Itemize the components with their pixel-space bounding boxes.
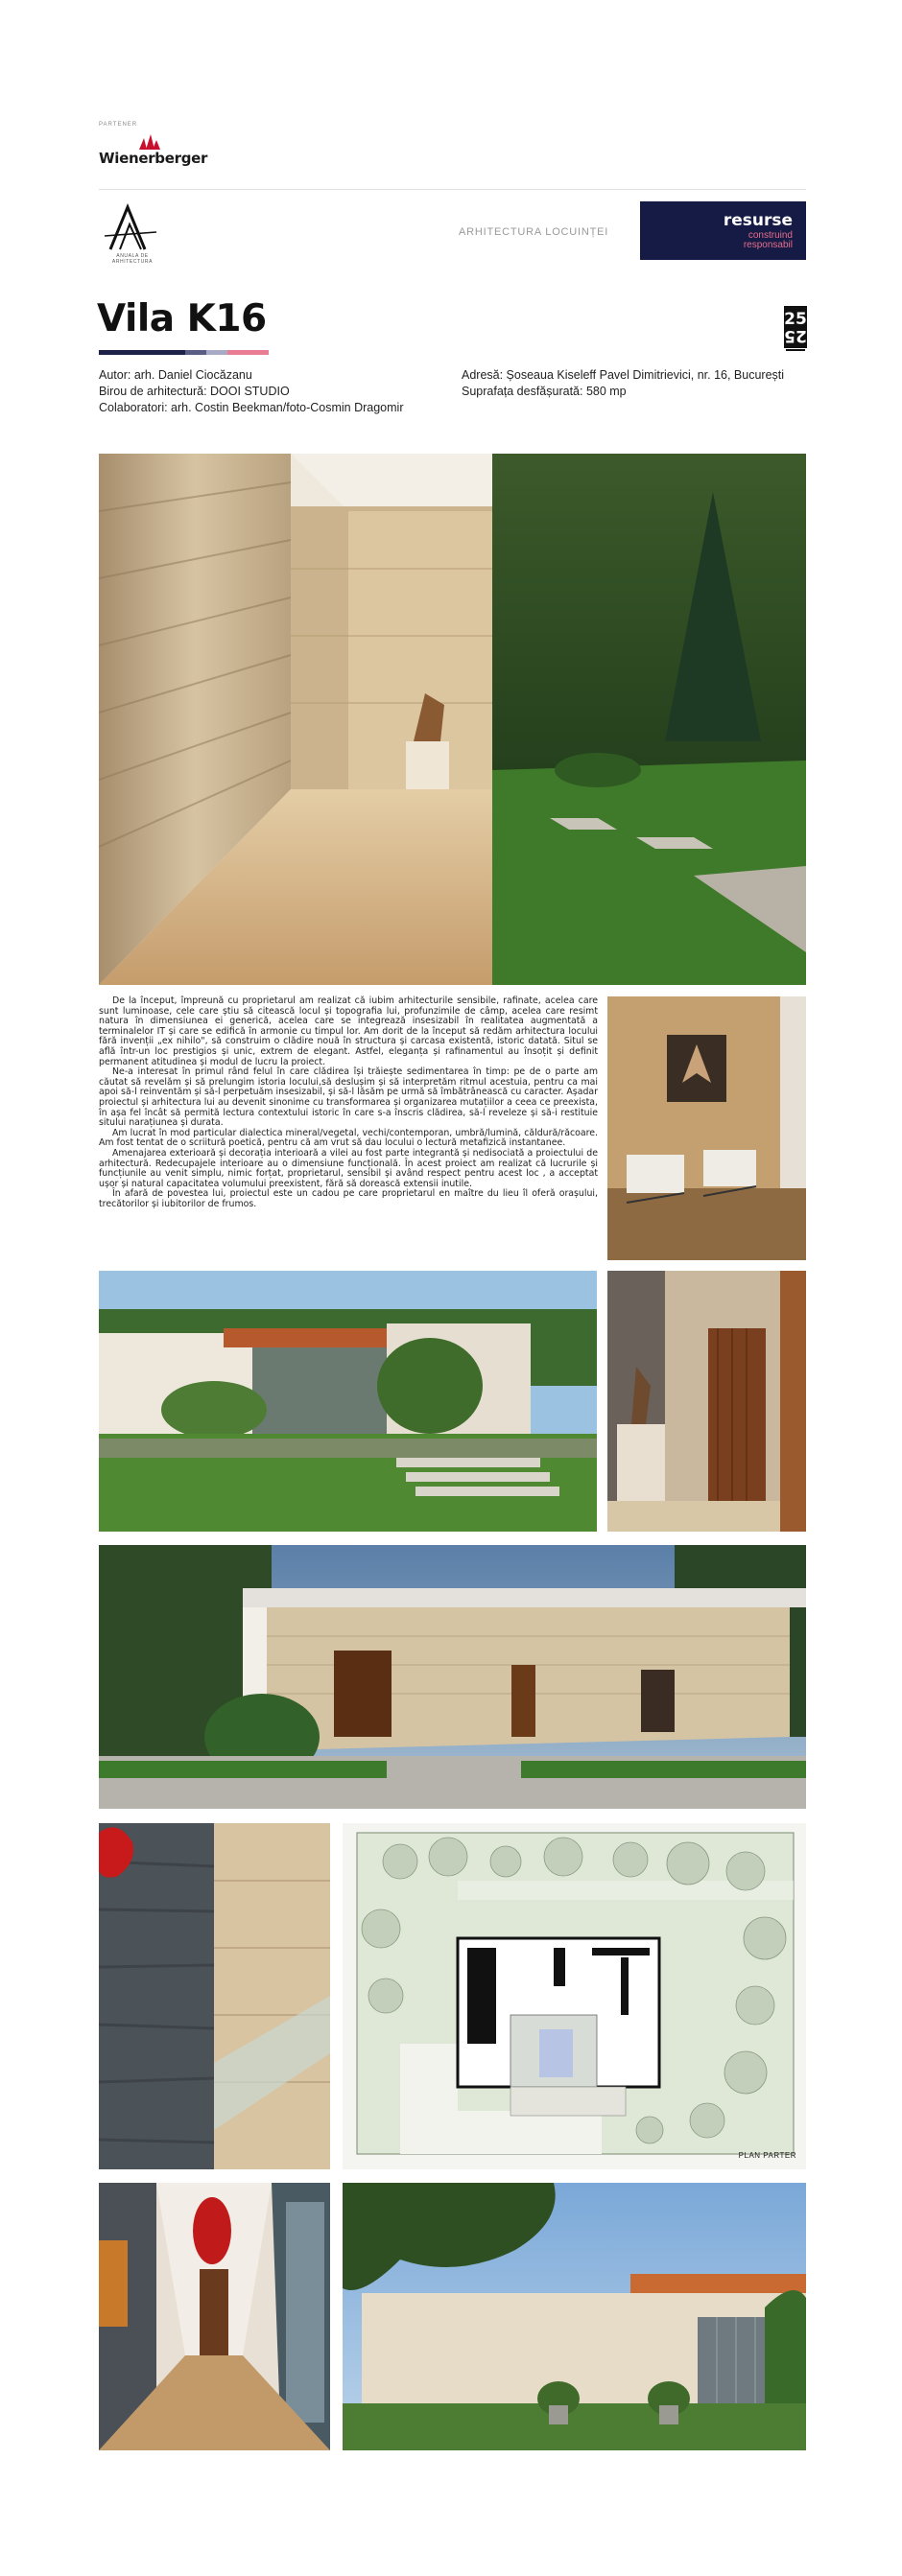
- project-details: [462, 367, 784, 400]
- interior-chairs-photo: [607, 996, 806, 1260]
- project-author: Autor: arh. Daniel Ciocăzanu: [99, 368, 252, 382]
- edition-badge-number-mirror: 25: [784, 326, 807, 345]
- stone-wall-detail-photo: [99, 1823, 330, 2169]
- article-paragraph-2: Ne-a interesat în primul rând felul în care clădirea își trăiește sedimentarea în timp: pe de o parte am căutat să revelăm și să prelungim istoria locului,să deslușim și să interpretăm ritmul acestuia, pentru ca mai apoi să-l reinventăm și să-l perpetuăm insesizabil, și să-l lăsăm pe urmă să îmbătrânească cu caracter. Așadar proiectul și arhitectura lui au devenit sinonime cu transformarea și organizarea mutațiilor a ceea ce preexista, în așa fel încât să permită lectura contextului istoric în care s-a înscris clădirea, să-l reveleze și să-i restituie sitului narațiunea și durata.: [99, 1066, 598, 1129]
- floor-plan-label: PLAN PARTER: [738, 2151, 796, 2160]
- article-paragraph-1: De la început, împreună cu proprietarul am realizat că iubim arhitecturile sensibile, rafinate, acelea care sunt luminoase, cele care știu să citească locul și topografia lui, profunzimile de câmp, acelea care resimt natura în dimensiunea ei generică, acelea care se integrează insesizabil în realitatea augmentată a terminalelor IT și care se edifică în armonie cu timpul lor. Am dorit de la început să redăm arhitectura locului fără invenții „ex nihilo", să construim o clădire nouă în structura și carcasa existentă, istoric datată. Situl se află într-un loc prestigios și unic, extrem de elegant. Astfel, eleganța și rafinamentul au însoțit și definit permanent atitudinea și modul de lucru la proiect.: [99, 995, 598, 1067]
- exterior-garden-photo: [99, 1271, 597, 1532]
- article-paragraph-3: Am lucrat în mod particular dialectica mineral/vegetal, vechi/contemporan, umbră/lumină, căldură/răcoare. Am fost tentat de o scriitură poetică, pentru că am vrut să dau locului o lectură metafizică instantanee.: [99, 1127, 598, 1149]
- magazine-logo: [99, 203, 166, 265]
- sponsor-tagline-line1: construind: [748, 230, 793, 241]
- section-label: ARHITECTURA LOCUINȚEI: [459, 226, 609, 238]
- sponsor-tagline-line2: responsabil: [743, 240, 793, 250]
- article-paragraph-5: În afară de povestea lui, proiectul este un cadou pe care proprietarul en maître du lieu îl oferă orașului, trecătorilor și iubitorilor de frumos.: [99, 1188, 598, 1209]
- project-address: Adresă: Șoseaua Kiseleff Pavel Dimitrievici, nr. 16, București: [462, 368, 785, 382]
- partner-label: PARTENER: [99, 122, 138, 128]
- entrance-door-photo: [607, 1271, 806, 1532]
- magazine-a-icon: [99, 203, 166, 253]
- magazine-caption: ANUALA DE ARHITECTURA: [111, 253, 154, 265]
- edition-badge: [784, 306, 807, 352]
- edition-badge-number: 25: [784, 310, 807, 329]
- facade-photo: [99, 1545, 806, 1809]
- courtyard-photo: [343, 2183, 806, 2450]
- article-body: [99, 996, 598, 1209]
- floor-plan: [343, 1823, 806, 2169]
- article-paragraph-4: Amenajarea exterioară și decorația interioară a vilei au fost parte integrantă și nedisociată a proiectului de arhitectură. Redecupajele interioare au o dimensiune funcțională. În acest proiect am realizat că lucrurile și funcțiunile au venit simplu, nimic forțat, proprietarul, sensibil și având respect pentru acest loc , a acceptat ușor și natural capacitatea volumului preexistent, fără să dorească extensii inutile.: [99, 1147, 598, 1189]
- sponsor-tagline: [744, 231, 793, 250]
- header-divider: [99, 189, 806, 190]
- project-collaborators: Colaboratori: arh. Costin Beekman/foto-Cosmin Dragomir: [99, 401, 404, 414]
- title-color-bar: [99, 350, 269, 355]
- wienerberger-mark-icon: [139, 134, 160, 150]
- hero-photo: [99, 454, 806, 985]
- hallway-photo: [99, 2183, 330, 2450]
- project-credits: [99, 367, 404, 416]
- sponsor-banner: [640, 201, 806, 260]
- partner-name: Wienerberger: [99, 150, 208, 167]
- sponsor-name: resurse: [723, 211, 793, 230]
- project-area: Suprafața desfășurată: 580 mp: [462, 385, 627, 398]
- wienerberger-logo: [99, 134, 208, 167]
- page-title: Vila K16: [97, 297, 267, 340]
- project-office: Birou de arhitectură: DOOI STUDIO: [99, 385, 290, 398]
